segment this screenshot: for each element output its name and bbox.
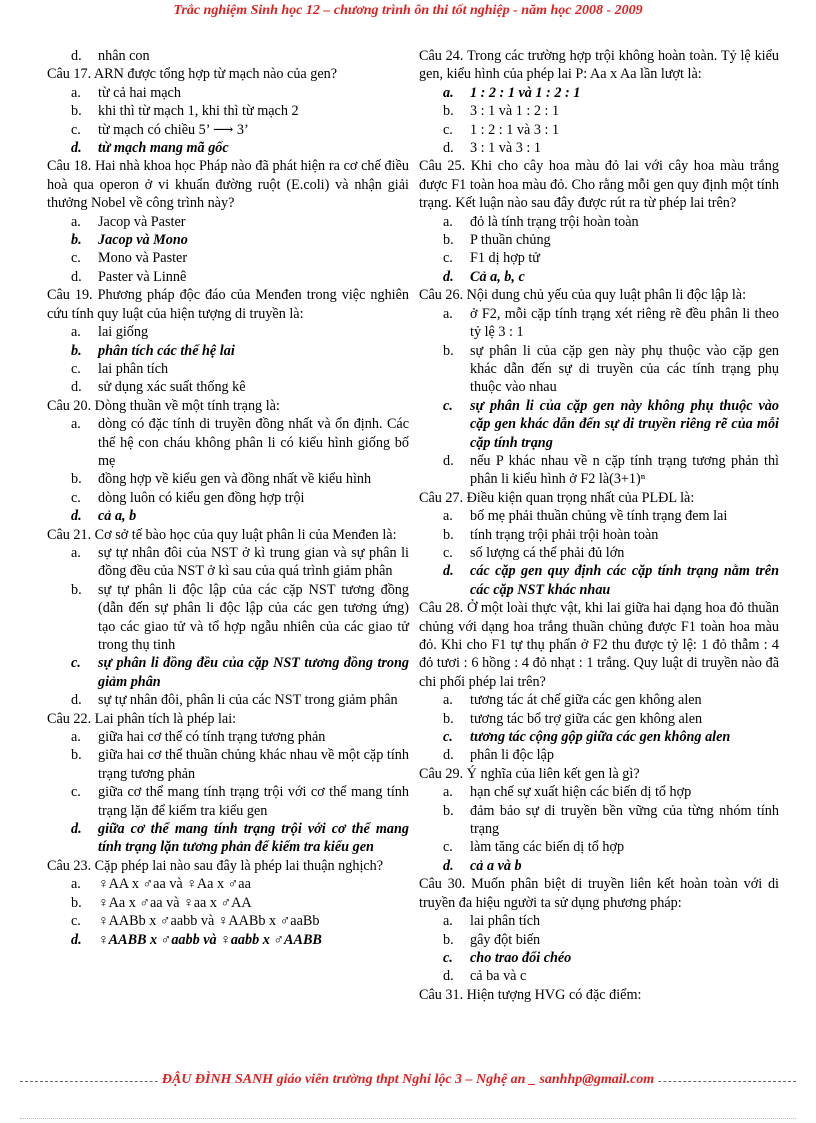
option-letter: b.	[71, 232, 82, 249]
option-text: ♀AABb x ♂aabb và ♀AABb x ♂aaBb	[98, 913, 320, 930]
option-text: khi thì từ mạch 1, khi thì từ mạch 2	[98, 103, 299, 120]
option-text: tương tác bổ trợ giữa các gen không alen	[470, 710, 703, 727]
answer-option	[419, 305, 779, 342]
option-text: cả a và b	[470, 857, 522, 874]
option-letter: c.	[443, 121, 453, 138]
option-letter: a.	[443, 305, 453, 322]
option-letter: a.	[71, 416, 81, 433]
answer-option	[47, 894, 409, 912]
answer-option-correct	[419, 268, 779, 286]
option-letter: b.	[443, 802, 454, 819]
option-letter: b.	[443, 103, 454, 120]
answer-option	[47, 728, 409, 746]
option-text: từ cả hai mạch	[98, 84, 181, 101]
answer-option	[419, 710, 779, 728]
answer-option-correct	[47, 231, 409, 249]
answer-option-correct	[419, 949, 779, 967]
page-bottom-rule	[20, 1118, 796, 1119]
answer-option-correct	[419, 728, 779, 746]
answer-option	[47, 323, 409, 341]
answer-option	[47, 746, 409, 783]
option-letter: a.	[443, 692, 453, 709]
answer-option-correct	[419, 562, 779, 599]
answer-option	[47, 415, 409, 470]
option-letter: d.	[443, 268, 454, 285]
option-letter: c.	[71, 784, 81, 801]
right-column	[419, 47, 779, 1004]
option-text: phân tích các thế hệ lai	[98, 342, 235, 359]
option-letter: c.	[443, 397, 453, 414]
option-text: nhân con	[98, 48, 150, 64]
question-text: Câu 18. Hai nhà khoa học Pháp nào đã phát hiện ra cơ chế điều hoà qua operon ở vi khuẩn đường ruột (E.coli) và nhận giải thưởng Nobel về công trình này?	[47, 158, 409, 212]
option-letter: b.	[71, 581, 82, 598]
answer-option	[419, 121, 779, 139]
option-letter: c.	[443, 839, 453, 856]
option-text: giữa hai cơ thể thuần chủng khác nhau về một cặp tính trạng tương phản	[98, 747, 409, 782]
option-text: ♀AABB x ♂aabb và ♀aabb x ♂AABB	[98, 931, 322, 948]
answer-option	[47, 581, 409, 655]
option-letter: d.	[443, 563, 454, 580]
answer-option	[419, 452, 779, 489]
left-column	[47, 47, 409, 949]
option-letter: b.	[71, 103, 82, 120]
option-text: đồng hợp về kiểu gen và đồng nhất về kiểu hình	[98, 471, 372, 488]
answer-option	[47, 47, 409, 65]
option-text: tính trạng trội phải trội hoàn toàn	[470, 526, 659, 543]
option-letter: c.	[443, 729, 453, 746]
option-letter: c.	[443, 250, 453, 267]
option-letter: d.	[71, 140, 82, 157]
answer-option-correct	[47, 139, 409, 157]
answer-option-correct	[419, 84, 779, 102]
question-text: Câu 25. Khi cho cây hoa màu đỏ lai với cây hoa màu trắng được F1 toàn hoa màu đỏ. Cho rằng mỗi gen quy định một tính trạng. Kết luận nào sau đây được rút ra từ phép lai trên?	[419, 158, 779, 212]
option-text: sự tự phân li độc lập của các cặp NST tương đồng (dẫn đến sự phân li độc lập của các gen tương ứng) tạo các giao tử và tổ hợp ngẫu nhiên của các giao tử trong thụ tinh	[98, 581, 409, 653]
answer-option	[419, 691, 779, 709]
option-letter: c.	[443, 949, 453, 966]
answer-option	[419, 102, 779, 120]
option-text: cả ba và c	[470, 968, 527, 985]
option-letter: c.	[71, 489, 81, 506]
question-text: Câu 22. Lai phân tích là phép lai:	[47, 710, 237, 727]
question-text: Câu 31. Hiện tượng HVG có đặc điểm:	[419, 986, 642, 1003]
question-text: Câu 29. Ý nghĩa của liên kết gen là gì?	[419, 765, 640, 782]
option-letter: a.	[443, 913, 453, 930]
option-letter: c.	[71, 250, 81, 267]
answer-option	[419, 746, 779, 764]
option-letter: b.	[71, 471, 82, 488]
option-letter: a.	[71, 213, 81, 230]
option-text: làm tăng các biến dị tổ hợp	[470, 839, 625, 856]
option-letter: a.	[443, 213, 453, 230]
answer-option	[47, 121, 409, 139]
option-letter: a.	[71, 876, 81, 893]
option-text: số lượng cá thể phải đủ lớn	[470, 544, 625, 561]
option-text: sự phân li đồng đều của cặp NST tương đồng trong giảm phân	[98, 655, 409, 690]
option-text: Cả a, b, c	[470, 268, 525, 285]
question-text: Câu 23. Cặp phép lai nào sau đây là phép lai thuận nghịch?	[47, 857, 384, 874]
option-text: 1 : 2 : 1 và 3 : 1	[470, 121, 560, 138]
option-letter: a.	[71, 84, 81, 101]
answer-option	[47, 378, 409, 396]
answer-option	[47, 912, 409, 930]
option-letter: c.	[71, 121, 81, 138]
option-text: lai phân tích	[98, 360, 169, 377]
option-text: P thuần chủng	[470, 232, 551, 249]
answer-option	[419, 526, 779, 544]
option-text: lai phân tích	[470, 913, 541, 930]
answer-option	[47, 84, 409, 102]
question-text: Câu 19. Phương pháp độc đáo của Menđen trong việc nghiên cứu tính quy luật của hiện tượng di truyền là:	[47, 287, 409, 322]
footer-text: ĐẬU ĐÌNH SANH giáo viên trường thpt Nghi lộc 3 – Nghệ an _ sanhhp@gmail.com	[158, 1072, 658, 1087]
option-letter: c.	[443, 544, 453, 561]
question-text: Câu 24. Trong các trường hợp trội không hoàn toàn. Tỷ lệ kiểu gen, kiểu hình của phép lai P: Aa x Aa lần lượt là:	[419, 48, 779, 83]
answer-option	[419, 231, 779, 249]
option-text: các cặp gen quy định các cặp tính trạng nằm trên các cặp NST khác nhau	[470, 563, 779, 598]
option-letter: d.	[71, 268, 82, 285]
option-text: Paster và Linnê	[98, 268, 187, 285]
option-letter: b.	[443, 342, 454, 359]
option-text: sử dụng xác suất thống kê	[98, 379, 246, 396]
option-letter: d.	[443, 968, 454, 985]
option-letter: b.	[71, 894, 82, 911]
answer-option-correct	[47, 931, 409, 949]
answer-option	[419, 783, 779, 801]
option-text: lai giống	[98, 324, 149, 341]
option-text: phân li độc lập	[470, 747, 554, 764]
answer-option	[47, 691, 409, 709]
page-header: Trắc nghiệm Sinh học 12 – chương trình ôn thi tốt nghiệp - năm học 2008 - 2009	[173, 3, 643, 18]
option-letter: b.	[443, 232, 454, 249]
option-letter: d.	[71, 508, 82, 525]
answer-option	[419, 507, 779, 525]
option-letter: b.	[71, 747, 82, 764]
option-text: ♀AA x ♂aa và ♀Aa x ♂aa	[98, 876, 251, 893]
option-letter: d.	[443, 747, 454, 764]
option-letter: a.	[71, 544, 81, 561]
option-text: Jacop và Paster	[98, 213, 186, 230]
option-text: cho trao đổi chéo	[470, 949, 572, 966]
question-text: Câu 26. Nội dung chủ yếu của quy luật phân li độc lập là:	[419, 287, 747, 304]
answer-option	[47, 268, 409, 286]
option-text: nếu P khác nhau về n cặp tính trạng tương phản thì phân li kiểu hình ở F2 là(3+1)ⁿ	[470, 452, 779, 488]
option-letter: a.	[443, 84, 454, 101]
option-text: 3 : 1 và 3 : 1	[470, 140, 541, 157]
option-letter: b.	[443, 526, 454, 543]
option-text: sự tự nhân đôi, phân li của các NST trong giảm phân	[98, 692, 398, 709]
answer-option	[47, 470, 409, 488]
answer-option	[47, 360, 409, 378]
answer-option-correct	[419, 857, 779, 875]
option-text: đảm bảo sự di truyền bền vững của từng nhóm tính trạng	[470, 802, 779, 838]
option-text: bố mẹ phải thuần chủng về tính trạng đem lai	[470, 508, 728, 525]
answer-option-correct	[47, 820, 409, 857]
option-letter: d.	[71, 48, 82, 64]
answer-option	[419, 912, 779, 930]
answer-option	[47, 875, 409, 893]
answer-option	[419, 967, 779, 985]
answer-option	[419, 249, 779, 267]
option-letter: d.	[443, 857, 454, 874]
option-text: sự tự nhân đôi của NST ở kì trung gian và sự phân li đồng đều của NST ở kì sau của quá trình giảm phân	[98, 544, 409, 580]
question-text: Câu 30. Muốn phân biệt di truyền liên kết hoàn toàn với di truyền đa hiệu người ta sử dụng phương pháp:	[419, 876, 779, 911]
option-letter: a.	[71, 729, 81, 746]
answer-option	[419, 802, 779, 839]
option-text: Jacop và Mono	[98, 232, 188, 249]
answer-option	[47, 249, 409, 267]
option-letter: c.	[71, 655, 81, 672]
option-text: Mono và Paster	[98, 250, 188, 267]
answer-option-correct	[47, 654, 409, 691]
answer-option	[47, 489, 409, 507]
option-text: cả a, b	[98, 508, 137, 525]
option-letter: c.	[71, 913, 81, 930]
option-text: giữa cơ thể mang tính trạng trội với cơ thể mang tính trạng lặn tương phản để kiểm tra kiểu gen	[98, 821, 409, 856]
option-text: hạn chế sự xuất hiện các biến dị tổ hợp	[470, 784, 692, 801]
option-text: sự phân li của cặp gen này phụ thuộc vào cặp gen khác dẫn đến sự di truyền của các tính trạng phụ thuộc vào nhau	[470, 342, 779, 396]
option-letter: b.	[443, 710, 454, 727]
option-text: sự phân li của cặp gen này không phụ thuộc vào cặp gen khác dẫn đến sự di truyền riêng rẽ của mỗi cặp tính trạng	[470, 397, 779, 451]
answer-option-correct	[47, 507, 409, 525]
option-letter: a.	[443, 508, 453, 525]
answer-option-correct	[47, 342, 409, 360]
option-letter: d.	[71, 821, 82, 838]
question-text: Câu 28. Ở một loài thực vật, khi lai giữa hai dạng hoa đỏ thuần chủng với dạng hoa trắng thuần chủng được F1 toàn hoa màu đỏ. Khi cho F1 tự thụ phấn ở F2 thu được tỷ lệ: 1 đỏ thẫm : 4 đỏ tươi : 6 hồng : 4 đỏ nhạt : 1 trắng. Quy luật di truyền nào đã chi phối phép lai trên?	[419, 600, 779, 690]
option-text: 3 : 1 và 1 : 2 : 1	[470, 103, 560, 120]
answer-option	[419, 342, 779, 397]
question-text: Câu 17. ARN được tổng hợp từ mạch nào của gen?	[47, 66, 338, 83]
option-text: dòng có đặc tính di truyền đồng nhất và ổn định. Các thế hệ con cháu không phân li có kiểu hình giống bố mẹ	[98, 416, 409, 469]
answer-option	[419, 931, 779, 949]
option-text: ♀Aa x ♂aa và ♀aa x ♂AA	[98, 894, 252, 911]
option-letter: c.	[71, 360, 81, 377]
option-text: 1 : 2 : 1 và 1 : 2 : 1	[470, 84, 581, 101]
answer-option	[47, 783, 409, 820]
option-text: tương tác át chế giữa các gen không alen	[470, 692, 702, 709]
answer-option	[419, 213, 779, 231]
option-text: đỏ là tính trạng trội hoàn toàn	[470, 213, 639, 230]
answer-option	[419, 838, 779, 856]
option-text: F1 dị hợp tử	[470, 250, 540, 267]
option-letter: b.	[71, 342, 82, 359]
option-letter: d.	[443, 452, 454, 469]
option-text: tương tác cộng gộp giữa các gen không alen	[470, 729, 731, 746]
answer-option	[47, 544, 409, 581]
question-text: Câu 20. Dòng thuần về một tính trạng là:	[47, 397, 280, 414]
answer-option	[47, 213, 409, 231]
option-letter: d.	[71, 931, 82, 948]
answer-option	[419, 544, 779, 562]
option-text: giữa hai cơ thể có tính trạng tương phản	[98, 729, 326, 746]
page-footer	[0, 1072, 816, 1088]
option-text: giữa cơ thể mang tính trạng trội với cơ thể mang tính trạng lặn để kiểm tra kiểu gen	[98, 784, 409, 819]
option-text: từ mạch có chiều 5’ ⟶ 3’	[98, 121, 249, 138]
option-letter: d.	[443, 140, 454, 157]
option-letter: d.	[71, 379, 82, 396]
option-letter: d.	[71, 692, 82, 709]
option-text: từ mạch mang mã gốc	[98, 140, 229, 157]
option-letter: b.	[443, 931, 454, 948]
option-text: ở F2, mỗi cặp tính trạng xét riêng rẽ đều phân li theo tỷ lệ 3 : 1	[470, 305, 779, 341]
answer-option	[419, 139, 779, 157]
option-text: dòng luôn có kiểu gen đồng hợp trội	[98, 489, 305, 506]
question-text: Câu 21. Cơ sở tế bào học của quy luật phân li của Menđen là:	[47, 526, 397, 543]
option-letter: a.	[443, 784, 453, 801]
answer-option	[47, 102, 409, 120]
option-text: gây đột biến	[470, 931, 541, 948]
option-letter: a.	[71, 324, 81, 341]
question-text: Câu 27. Điều kiện quan trọng nhất của PLĐL là:	[419, 489, 695, 506]
answer-option-correct	[419, 397, 779, 452]
